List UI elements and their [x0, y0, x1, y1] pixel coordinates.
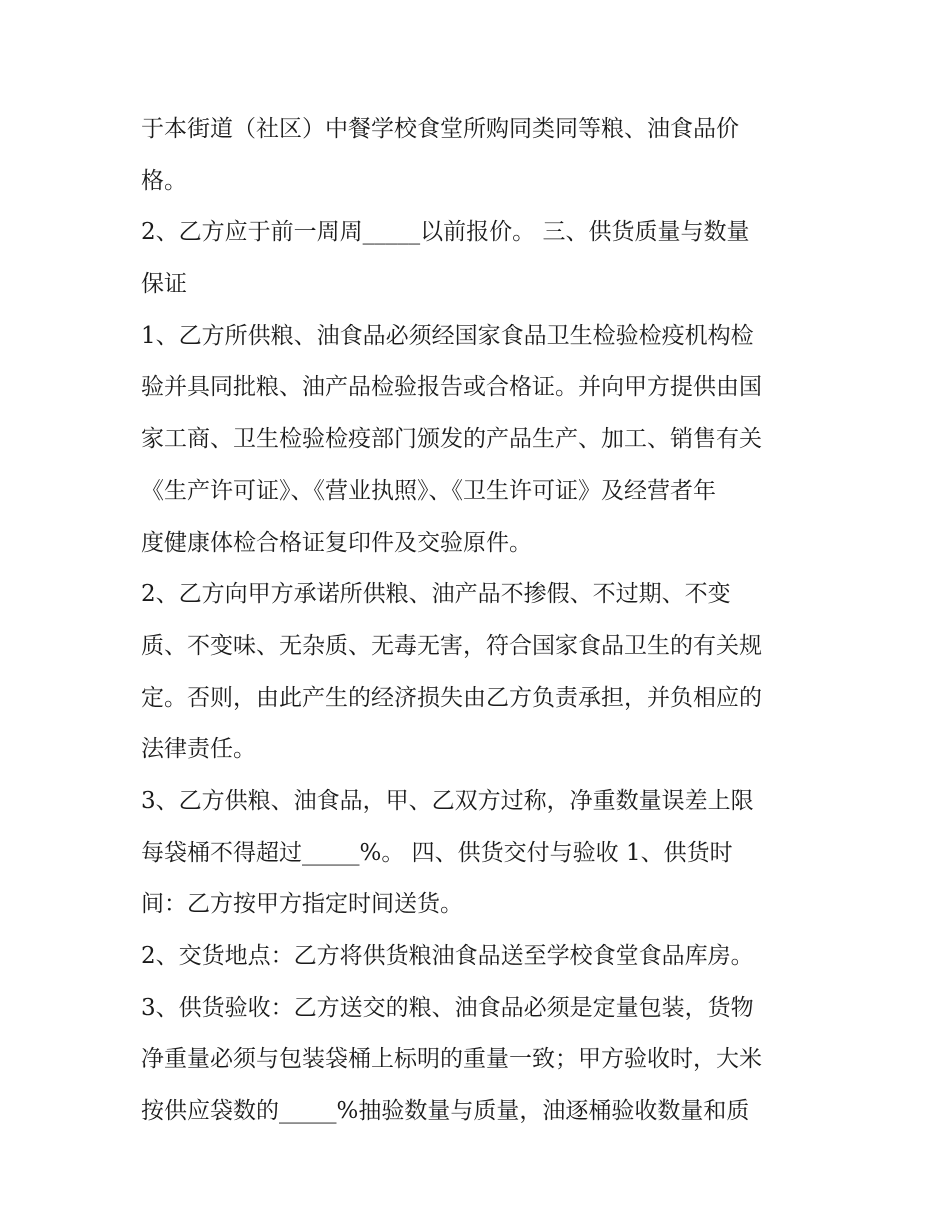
text-line: 验并具同批粮、油产品检验报告或合格证。并向甲方提供由国 — [141, 374, 762, 401]
text-line: 每袋桶不得超过_____%。 四、供货交付与验收 1、供货时 — [141, 839, 733, 866]
text-line: 质、不变味、无杂质、无毒无害，符合国家食品卫生的有关规 — [141, 632, 762, 659]
text-line: 保证 — [141, 271, 187, 298]
text-line: 3、乙方供粮、油食品，甲、乙双方过称，净重数量误差上限 — [141, 787, 754, 814]
text-line: 按供应袋数的_____%抽验数量与质量，油逐桶验收数量和质 — [141, 1098, 750, 1125]
text-line: 净重量必须与包装袋桶上标明的重量一致；甲方验收时，大米 — [141, 1046, 762, 1073]
text-line: 2、交货地点：乙方将供货粮油食品送至学校食堂食品库房。 — [141, 943, 754, 969]
text-line: 《生产许可证》、《营业执照》、《卫生许可证》及经营者年 — [141, 477, 716, 504]
document-body — [141, 104, 831, 1138]
text-line: 格。 — [141, 167, 187, 194]
text-line: 3、供货验收：乙方送交的粮、油食品必须是定量包装，货物 — [141, 994, 754, 1021]
text-line: 定。否则，由此产生的经济损失由乙方负责承担，并负相应的 — [141, 684, 762, 711]
text-line: 度健康体检合格证复印件及交验原件。 — [141, 529, 532, 556]
text-line: 于本街道（社区）中餐学校食堂所购同类同等粮、油食品价 — [141, 116, 739, 142]
text-line: 间：乙方按甲方指定时间送货。 — [141, 891, 463, 918]
text-line: 家工商、卫生检验检疫部门颁发的产品生产、加工、销售有关 — [141, 426, 762, 453]
text-line: 1、乙方所供粮、油食品必须经国家食品卫生检验检疫机构检 — [141, 322, 754, 349]
text-line: 2、乙方向甲方承诺所供粮、油产品不掺假、不过期、不变 — [141, 581, 731, 608]
text-line: 法律责任。 — [141, 736, 256, 763]
text-line: 2、乙方应于前一周周_____以前报价。 三、供货质量与数量 — [141, 219, 750, 246]
